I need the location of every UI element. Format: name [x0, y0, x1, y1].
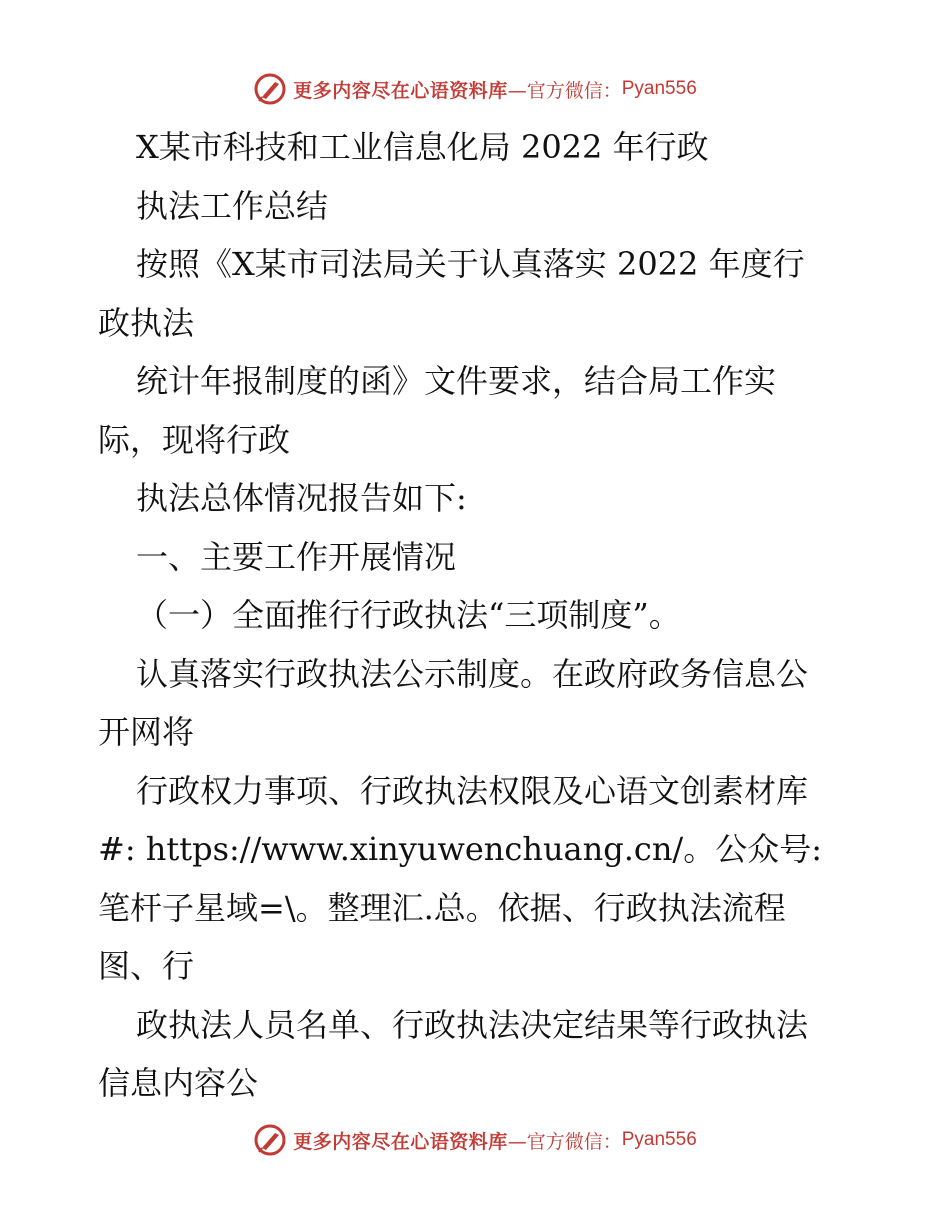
quill-logo-icon	[253, 72, 287, 106]
paragraph-line: 认真落实行政执法公示制度。在政府政务信息公	[136, 654, 809, 693]
document-body	[98, 118, 858, 1113]
watermark-header	[0, 72, 950, 106]
paragraph-line: 行政权力事项、行政执法权限及心语文创素材库	[136, 771, 809, 810]
paragraph-line: 图、行	[98, 947, 195, 985]
title-line-2: 执法工作总结	[136, 186, 329, 225]
watermark-brand: 更多内容尽在心语资料库	[293, 1130, 508, 1153]
paragraph-line: #: https://www.xinyuwenchuang.cn/。公众号:	[98, 830, 822, 868]
watermark-brand: 更多内容尽在心语资料库	[293, 79, 508, 102]
watermark-wechat-id: Pyan556	[621, 78, 697, 99]
paragraph-line: 按照《X某市司法局关于认真落实 2022 年度行	[136, 245, 805, 283]
paragraph-line: 开网将	[98, 713, 195, 751]
paragraph-line: 政执法	[98, 303, 195, 342]
watermark-label: —官方微信：	[507, 1130, 622, 1153]
paragraph-line: 执法总体情况报告如下:	[136, 479, 467, 517]
paragraph-line: 笔杆子星域=\。整理汇.总。依据、行政执法流程	[98, 888, 786, 927]
paragraph-line: 信息内容公	[98, 1064, 259, 1102]
quill-logo-icon	[253, 1123, 287, 1157]
title-line-1: X某市科技和工业信息化局 2022 年行政	[136, 128, 709, 166]
paragraph-line: 统计年报制度的函》文件要求，结合局工作实	[136, 362, 777, 400]
paragraph-line: 际，现将行政	[98, 420, 291, 459]
subsection-heading: （一）全面推行行政执法“三项制度”。	[136, 596, 681, 634]
section-heading: 一、主要工作开展情况	[136, 537, 457, 576]
watermark-footer	[0, 1123, 950, 1157]
paragraph-line: 政执法人员名单、行政执法决定结果等行政执法	[136, 1005, 809, 1044]
watermark-wechat-id: Pyan556	[621, 1129, 697, 1150]
watermark-label: —官方微信：	[507, 79, 622, 102]
